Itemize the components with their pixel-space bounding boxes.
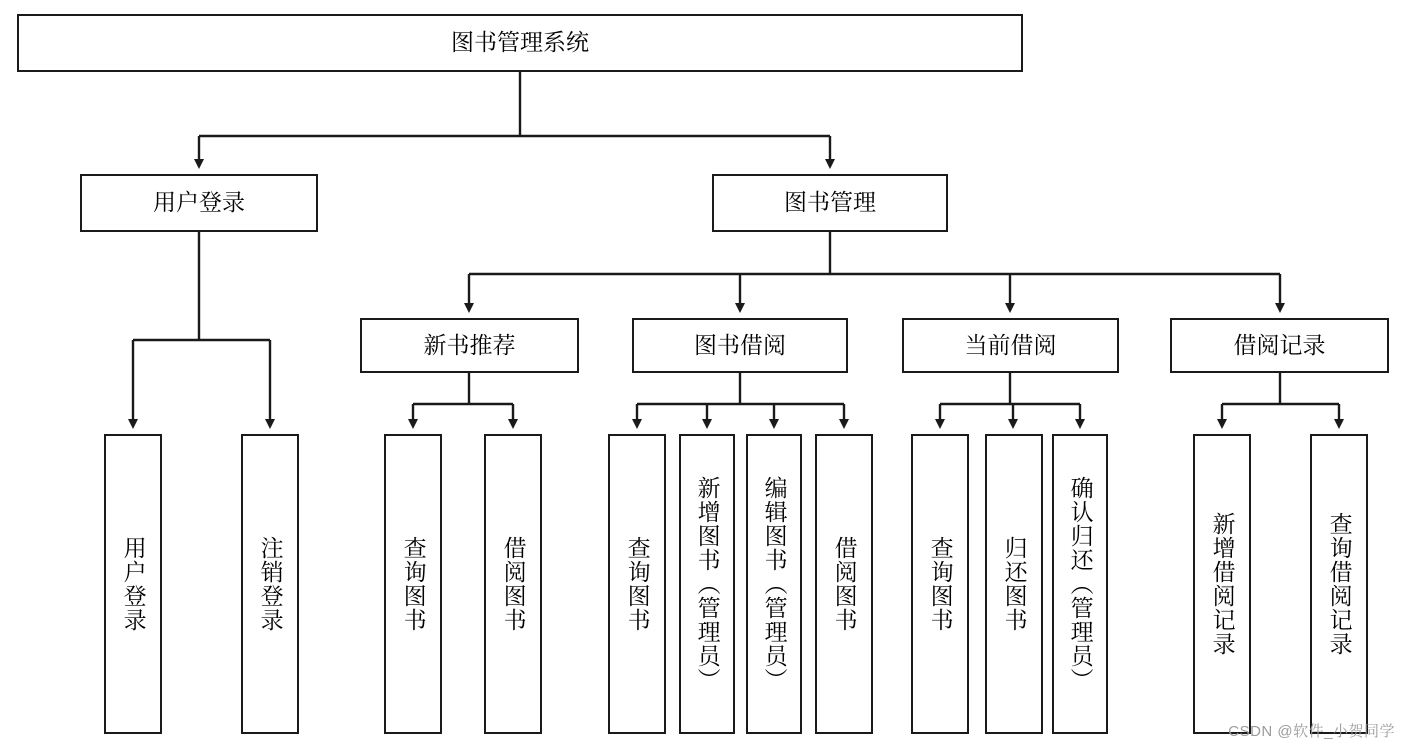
node-label: 图书管理系统 [451,29,589,56]
node-leaf-query-book-1[interactable] [384,434,442,734]
node-label: 查询图书 [927,536,954,632]
node-root[interactable] [17,14,1023,72]
node-leaf-query-book-3[interactable] [911,434,969,734]
node-new-book-recommend[interactable] [360,318,579,373]
node-book-management[interactable] [712,174,948,232]
node-leaf-user-login[interactable] [104,434,162,734]
node-label: 当前借阅 [964,331,1057,358]
node-label: 借阅记录 [1233,331,1326,358]
node-label: 归还图书 [1001,536,1028,632]
node-borrow-records[interactable] [1170,318,1389,373]
node-leaf-borrow-book-1[interactable] [484,434,542,734]
node-label: 图书借阅 [694,331,786,358]
watermark: CSDN @软件_小贺同学 [1228,723,1395,740]
node-leaf-query-book-2[interactable] [608,434,666,734]
node-label: 新增借阅记录 [1209,512,1236,656]
node-label: 图书管理 [784,189,876,216]
node-leaf-confirm-return[interactable] [1052,434,1108,734]
node-label: 新书推荐 [423,331,516,358]
node-label: 确认归还（管理员） [1067,476,1094,692]
node-label: 新增图书（管理员） [694,476,721,692]
node-leaf-borrow-book-2[interactable] [815,434,873,734]
node-leaf-edit-book[interactable] [746,434,802,734]
node-label: 查询借阅记录 [1326,512,1353,656]
node-label: 注销登录 [257,536,284,632]
node-label: 用户登录 [153,189,245,216]
node-label: 查询图书 [400,536,427,632]
node-user-login[interactable] [80,174,318,232]
node-book-borrow[interactable] [632,318,848,373]
node-leaf-add-record[interactable] [1193,434,1251,734]
node-label: 借阅图书 [831,536,858,632]
node-label: 借阅图书 [500,536,527,632]
node-leaf-add-book[interactable] [679,434,735,734]
node-current-borrow[interactable] [902,318,1119,373]
node-leaf-return-book[interactable] [985,434,1043,734]
node-label: 查询图书 [624,536,651,632]
node-leaf-user-logout[interactable] [241,434,299,734]
node-label: 用户登录 [120,536,147,632]
node-label: 编辑图书（管理员） [761,476,788,692]
node-leaf-query-record[interactable] [1310,434,1368,734]
